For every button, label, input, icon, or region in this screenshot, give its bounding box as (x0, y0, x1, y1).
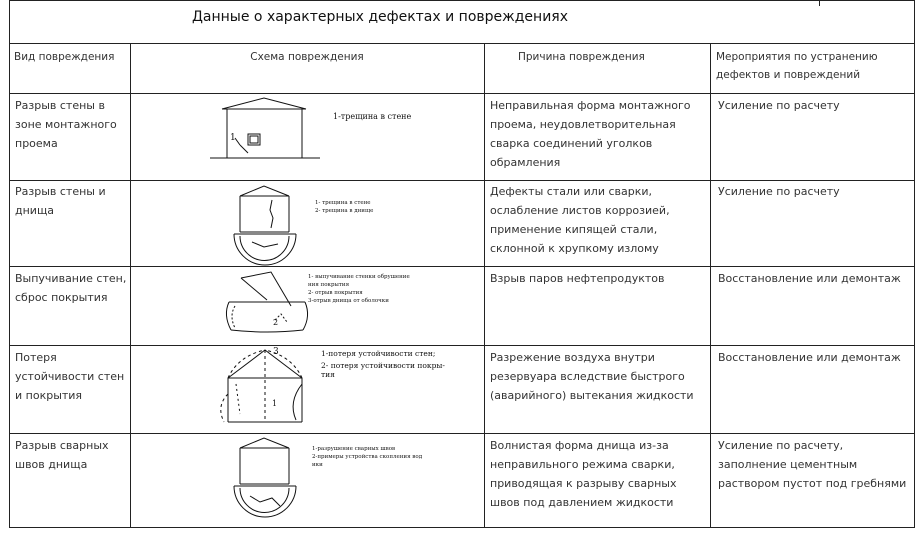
row4-type: Потеря устойчивости стен и покрытия (15, 351, 125, 402)
row2-measures: Усиление по расчету (718, 185, 840, 198)
col-divider (710, 43, 711, 528)
row4-cause: Разрежение воздуха внутри резервуара вследствие быстрого (аварийного) вытекания жидкости (490, 351, 694, 402)
scheme-label: 1- выпучивание стенки обрушение (308, 274, 410, 280)
row5-scheme-diagram (220, 436, 450, 526)
scheme-label: ния покрытия (308, 282, 350, 288)
row5-measures: Усиление по расчету, заполнение цементным раствором пустот под гребнями (718, 439, 907, 490)
header-cause: Причина повреждения (518, 51, 645, 63)
scheme-label: 2- потеря устойчивости покры- (321, 361, 445, 370)
row1-cause: Неправильная форма монтажного проема, неудовлетворительная сварка соединений уголков обрамления (490, 99, 691, 169)
scheme-label: 1- трещина в стене (315, 200, 371, 206)
scheme-label: 1-трещина в стене (333, 112, 412, 121)
scheme-label: ики (312, 462, 323, 468)
row-divider (9, 433, 914, 434)
header-type: Вид повреждения (14, 51, 115, 63)
row5-type: Разрыв сварных швов днища (15, 439, 109, 471)
row-divider (9, 93, 914, 94)
scheme-label: 1-разрушение сварных швов (312, 446, 396, 452)
scheme-label: 2- отрыв покрытия (308, 290, 363, 296)
row1-type: Разрыв стены в зоне монтажного проема (15, 99, 117, 150)
row1-measures: Усиление по расчету (718, 99, 840, 112)
col-divider (484, 43, 485, 528)
row3-type: Выпучивание стен, сброс покрытия (15, 272, 127, 304)
scheme-label: тия (321, 370, 335, 379)
row2-scheme-diagram (220, 184, 420, 269)
row-divider (9, 266, 914, 267)
table-border-bottom (9, 527, 914, 528)
row2-cause: Дефекты стали или сварки, ослабление листов коррозией, применение кипящей стали, склонной к хрупкому излому (490, 185, 670, 255)
scheme-label: 2- трещина в днище (315, 208, 374, 214)
scheme-mark: 3 (273, 347, 279, 357)
scheme-mark: 2 (273, 318, 279, 327)
row-divider (9, 180, 914, 181)
row4-measures: Восстановление или демонтаж (718, 351, 901, 364)
col-divider (130, 43, 131, 528)
row1-scheme-diagram (200, 96, 440, 176)
scheme-mark: 1 (272, 399, 278, 408)
row3-cause: Взрыв паров нефтепродуктов (490, 272, 665, 285)
title-divider (819, 0, 820, 6)
row3-measures: Восстановление или демонтаж (718, 272, 901, 285)
table-border-top (9, 0, 914, 1)
scheme-label: 3-отрыв днища от оболочки (308, 298, 389, 304)
row4-scheme-diagram (210, 344, 470, 432)
row-divider (9, 43, 914, 44)
scheme-label: 2-примеры устройства скопления вод (312, 454, 423, 460)
scheme-mark: 1 (230, 133, 236, 143)
row3-scheme-diagram (215, 270, 455, 345)
table-border-left (9, 0, 10, 528)
header-measures: Мероприятия по устранению дефектов и повреждений (716, 51, 878, 81)
row5-cause: Волнистая форма днища из-за неправильного режима сварки, приводящая к разрыву сварных швов под давлением жидкости (490, 439, 677, 509)
header-scheme: Схема повреждения (250, 51, 364, 63)
table-border-right (914, 0, 915, 528)
row2-type: Разрыв стены и днища (15, 185, 106, 217)
scheme-label: 1-потеря устойчивости стен; (321, 349, 436, 358)
table-title: Данные о характерных дефектах и повреждениях (191, 9, 569, 25)
